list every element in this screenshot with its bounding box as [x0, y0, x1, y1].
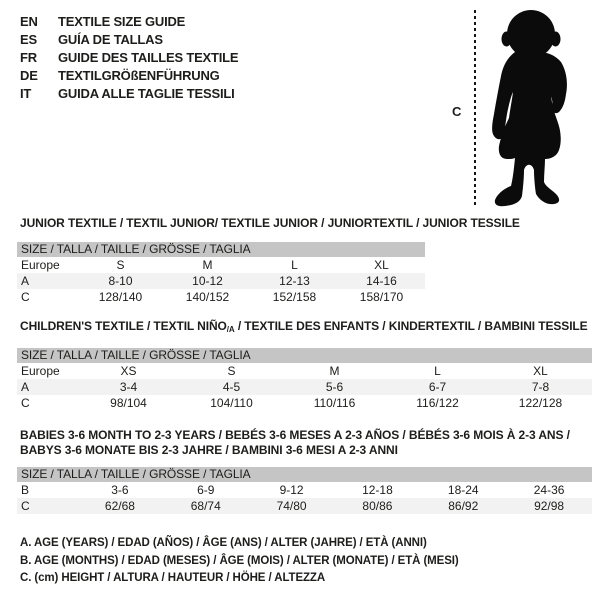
size-value-cell: 104/110 — [210, 396, 253, 410]
size-value-cell: 14-16 — [366, 274, 397, 288]
table-row — [17, 482, 592, 498]
table-row — [17, 289, 425, 305]
footnotes — [20, 535, 459, 588]
language-code: ES — [20, 32, 37, 47]
toddler-silhouette-icon — [483, 8, 575, 208]
size-value-cell: 24-36 — [533, 483, 565, 497]
size-value-cell: XL — [374, 258, 389, 272]
table-title-line — [20, 443, 592, 458]
size-value-cell: 92/98 — [534, 499, 565, 513]
table-size-header: SIZE / TALLA / TAILLE / GRÖSSE / TAGLIA — [17, 467, 592, 482]
table-size-header: SIZE / TALLA / TAILLE / GRÖSSE / TAGLIA — [17, 348, 592, 363]
table-title-line — [20, 319, 592, 337]
language-row — [20, 85, 238, 103]
size-value-cell: 6-9 — [197, 483, 215, 497]
size-value-cell: 4-5 — [222, 380, 241, 394]
row-label-cell: B — [21, 483, 30, 497]
footnote-line: B. AGE (MONTHS) / EDAD (MESES) / ÂGE (MOIS) / ALTER (MONATE) / ETÀ (MESI) — [20, 554, 459, 567]
size-table-block — [17, 216, 592, 305]
language-label: GUÍA DE TALLAS — [58, 32, 163, 47]
row-label-cell: C — [21, 499, 30, 513]
size-value-cell: M — [202, 258, 213, 272]
size-table — [17, 348, 592, 411]
language-list — [20, 13, 238, 103]
language-label: TEXTILE SIZE GUIDE — [58, 14, 186, 29]
size-value-cell: 5-6 — [325, 380, 344, 394]
language-code: DE — [20, 68, 38, 83]
table-body — [17, 257, 425, 305]
size-value-cell: L — [291, 258, 298, 272]
table-title-line — [20, 428, 592, 443]
table-title-text: /A — [226, 325, 235, 334]
size-table — [17, 467, 592, 514]
size-value-cell: 9-12 — [279, 483, 304, 497]
size-value-cell: 18-24 — [447, 483, 479, 497]
language-label: GUIDE DES TAILLES TEXTILE — [58, 50, 239, 65]
table-row — [17, 363, 592, 379]
language-code: FR — [20, 50, 37, 65]
size-value-cell: L — [434, 364, 441, 378]
row-label-cell: Europe — [21, 258, 60, 272]
size-value-cell: 68/74 — [190, 499, 221, 513]
size-table-block — [17, 319, 592, 411]
table-title — [17, 319, 592, 337]
size-value-cell: 122/128 — [518, 396, 563, 410]
table-body — [17, 482, 592, 514]
table-title — [17, 428, 592, 458]
size-table — [17, 242, 425, 305]
table-row — [17, 257, 425, 273]
language-code: IT — [20, 86, 32, 101]
language-row — [20, 31, 238, 49]
table-title-text: CHILDREN'S TEXTILE / TEXTIL NIÑO — [20, 319, 227, 333]
table-row — [17, 395, 592, 411]
language-row — [20, 13, 238, 31]
size-value-cell: XL — [533, 364, 548, 378]
table-title-text: BABIES 3-6 MONTH TO 2-3 YEARS / BEBÉS 3-6 MESES A 2-3 AÑOS / BÉBÉS 3-6 MOIS À 2-3 ANS / — [20, 428, 570, 442]
table-body — [17, 363, 592, 411]
size-value-cell: 128/140 — [98, 290, 143, 304]
table-title-text: / TEXTILE DES ENFANTS / KINDERTEXTIL / BAMBINI TESSILE — [234, 319, 588, 333]
size-value-cell: 12-18 — [362, 483, 393, 497]
size-value-cell: 12-13 — [279, 274, 310, 288]
table-title-text: BABYS 3-6 MONATE BIS 2-3 JAHRE / BAMBINI 3-6 MESI A 2-3 ANNI — [20, 443, 398, 457]
row-label-cell: Europe — [21, 364, 60, 378]
size-value-cell: 152/158 — [272, 290, 317, 304]
table-row — [17, 498, 592, 514]
size-value-cell: 158/170 — [359, 290, 404, 304]
height-measure-dotted-line — [474, 10, 476, 206]
size-value-cell: 8-10 — [108, 274, 133, 288]
size-value-cell: 116/122 — [416, 396, 459, 410]
table-row — [17, 379, 592, 395]
table-row — [17, 273, 425, 289]
language-label: GUIDA ALLE TAGLIE TESSILI — [58, 86, 235, 101]
language-row — [20, 67, 238, 85]
size-value-cell: 6-7 — [428, 380, 447, 394]
size-value-cell: 140/152 — [185, 290, 230, 304]
size-value-cell: 62/68 — [104, 499, 135, 513]
language-code: EN — [20, 14, 38, 29]
size-value-cell: M — [329, 364, 340, 378]
size-table-block — [17, 428, 592, 514]
language-label: TEXTILGRÖßENFÜHRUNG — [58, 68, 220, 83]
size-value-cell: 3-6 — [111, 483, 129, 497]
size-value-cell: 10-12 — [192, 274, 223, 288]
size-value-cell: 7-8 — [531, 380, 550, 394]
size-value-cell: 74/80 — [276, 499, 307, 513]
footnote-line: A. AGE (YEARS) / EDAD (AÑOS) / ÂGE (ANS) / ALTER (JAHRE) / ETÀ (ANNI) — [20, 537, 427, 549]
size-value-cell: 86/92 — [448, 499, 479, 513]
footnote-line: C. (cm) HEIGHT / ALTURA / HAUTEUR / HÖHE / ALTEZZA — [20, 572, 326, 584]
row-label-cell: C — [21, 396, 30, 410]
size-tables — [17, 216, 592, 514]
table-title-line — [20, 216, 592, 231]
row-label-cell: A — [21, 274, 30, 288]
size-value-cell: S — [116, 258, 125, 272]
table-title — [17, 216, 592, 231]
size-value-cell: 3-4 — [119, 380, 138, 394]
height-measure-label: C — [452, 104, 462, 119]
row-label-cell: A — [21, 380, 30, 394]
language-row — [20, 49, 238, 67]
size-value-cell: XS — [120, 364, 137, 378]
size-value-cell: 98/104 — [110, 396, 147, 410]
size-value-cell: S — [227, 364, 236, 378]
table-size-header: SIZE / TALLA / TAILLE / GRÖSSE / TAGLIA — [17, 242, 425, 257]
row-label-cell: C — [21, 290, 30, 304]
size-value-cell: 110/116 — [313, 396, 356, 410]
size-value-cell: 80/86 — [362, 499, 393, 513]
table-title-text: JUNIOR TEXTILE / TEXTIL JUNIOR/ TEXTILE JUNIOR / JUNIORTEXTIL / JUNIOR TESSILE — [20, 216, 520, 230]
